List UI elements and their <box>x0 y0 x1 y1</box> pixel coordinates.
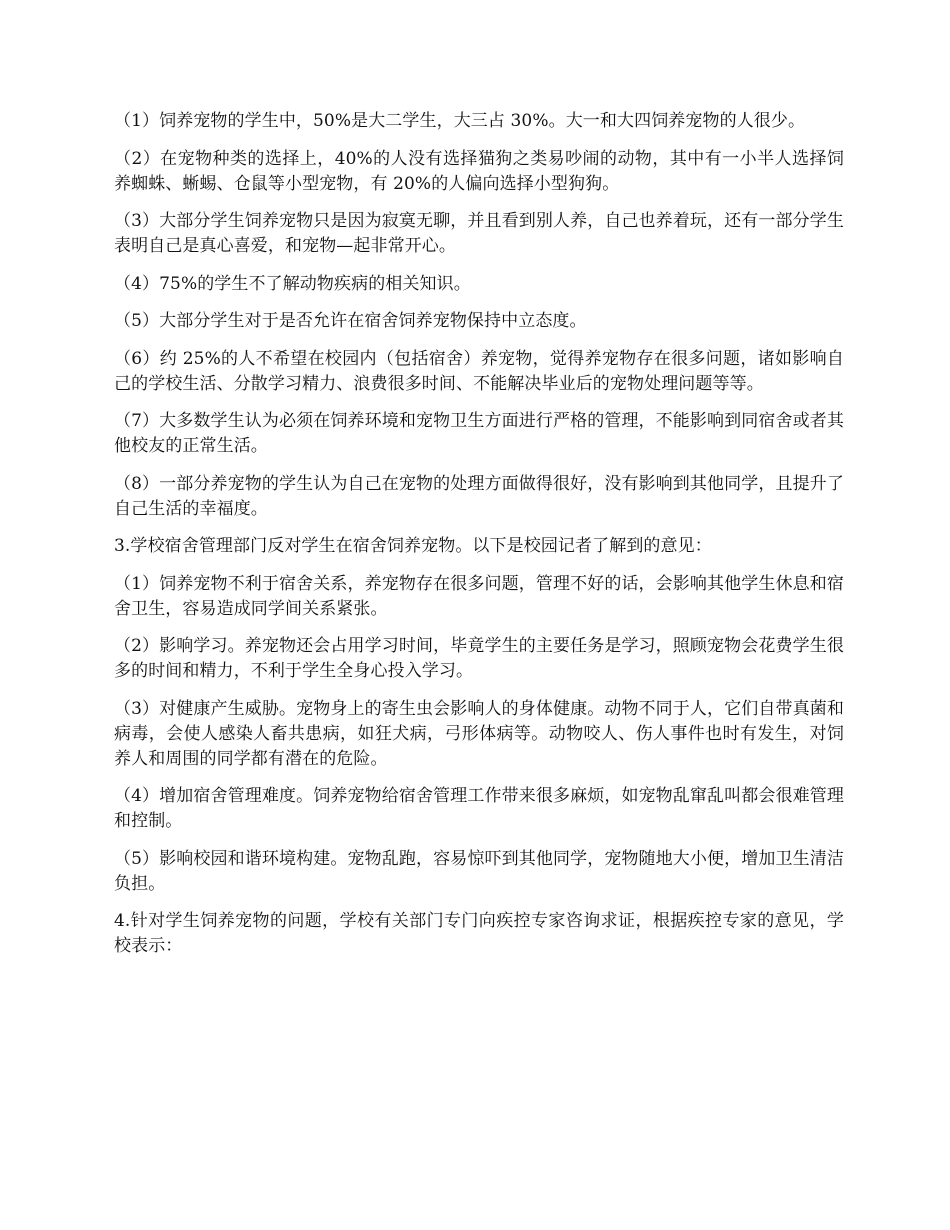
section-3-heading: 3.学校宿舍管理部门反对学生在宿舍饲养宠物。以下是校园记者了解到的意见： <box>114 536 712 556</box>
survey-finding-8: （8）一部分养宠物的学生认为自己在宠物的处理方面做得很好，没有影响到其他同学，且提升了自己生活的幸福度。 <box>114 473 844 519</box>
survey-finding-1: （1）饲养宠物的学生中，50%是大二学生，大三占 30%。大一和大四饲养宠物的人很少。 <box>114 111 806 131</box>
survey-finding-5: （5）大部分学生对于是否允许在宿舍饲养宠物保持中立态度。 <box>114 311 587 331</box>
survey-finding-6: （6）约 25%的人不希望在校园内（包括宿舍）养宠物，觉得养宠物存在很多问题，诸如影响自己的学校生活、分散学习精力、浪费很多时间、不能解决毕业后的宠物处理问题等等。 <box>114 348 844 394</box>
survey-finding-7: （7）大多数学生认为必须在饲养环境和宠物卫生方面进行严格的管理，不能影响到同宿舍或者其他校友的正常生活。 <box>114 411 844 456</box>
section-3-item-5: （5）影响校园和谐环境构建。宠物乱跑，容易惊吓到其他同学，宠物随地大小便，增加卫生清洁负担。 <box>114 848 844 894</box>
survey-finding-3: （3）大部分学生饲养宠物只是因为寂寞无聊，并且看到别人养，自己也养着玩，还有一部分学生表明自己是真心喜爱，和宠物—起非常开心。 <box>114 211 844 256</box>
section-3-item-1: （1）饲养宠物不利于宿舍关系，养宠物存在很多问题，管理不好的话，会影响其他学生休息和宿舍卫生，容易造成同学间关系紧张。 <box>114 573 844 619</box>
section-3-item-4: （4）增加宿舍管理难度。饲养宠物给宿舍管理工作带来很多麻烦，如宠物乱窜乱叫都会很难管理和控制。 <box>114 786 844 831</box>
survey-finding-4: （4）75%的学生不了解动物疾病的相关知识。 <box>114 273 471 294</box>
section-3-item-2: （2）影响学习。养宠物还会占用学习时间，毕竟学生的主要任务是学习，照顾宠物会花费学生很多的时间和精力，不利于学生全身心投入学习。 <box>114 636 844 681</box>
survey-finding-2: （2）在宠物种类的选择上，40%的人没有选择猫狗之类易吵闹的动物，其中有一小半人选择饲养蜘蛛、蜥蜴、仓鼠等小型宠物，有 20%的人偏向选择小型狗狗。 <box>114 148 844 194</box>
document-page <box>114 109 844 972</box>
section-3-item-3: （3）对健康产生威胁。宠物身上的寄生虫会影响人的身体健康。动物不同于人，它们自带真菌和病毒，会使人感染人畜共患病，如狂犬病，弓形体病等。动物咬人、伤人事件也时有发生，对饲养人和周围的同学都有潜在的危险。 <box>114 698 844 769</box>
section-4-heading: 4.针对学生饲养宠物的问题，学校有关部门专门向疾控专家咨询求证，根据疾控专家的意见，学校表示： <box>114 911 844 956</box>
